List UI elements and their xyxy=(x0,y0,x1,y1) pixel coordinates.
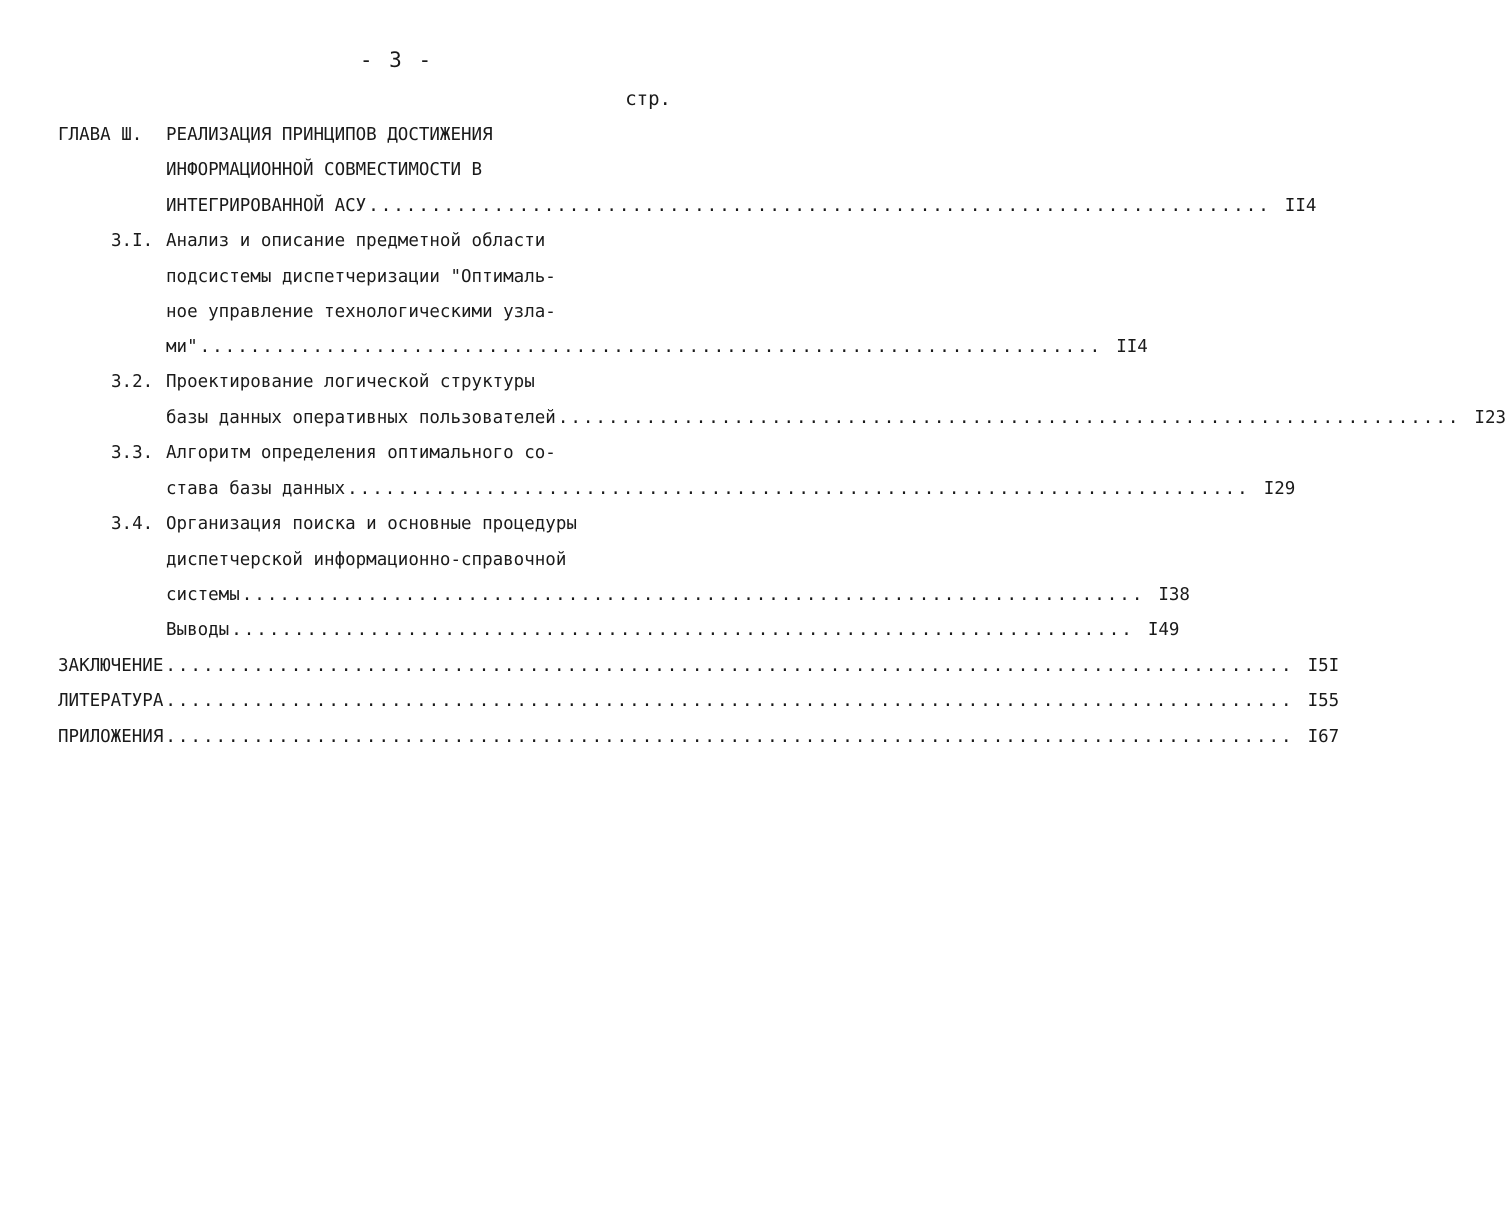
section-line: става базы данных xyxy=(166,479,346,499)
toc-entry-conclusion[interactable] xyxy=(58,651,1340,681)
toc-entry-appendices[interactable] xyxy=(58,722,1340,752)
section-line: Алгоритм определения оптимального со- xyxy=(166,443,556,463)
page-column-label: стр. xyxy=(625,88,671,110)
chapter-label: ГЛАВА Ш. xyxy=(58,125,143,145)
section-page: I49 xyxy=(1147,620,1180,640)
section-line: базы данных оперативных пользователей xyxy=(166,408,556,428)
section-line: Анализ и описание предметной области xyxy=(166,231,546,251)
dot-leader: ........................................................................ xyxy=(557,408,1461,428)
section-line: Проектирование логической структуры xyxy=(166,372,535,392)
section-line: Выводы xyxy=(166,620,230,640)
section-number: 3.I. xyxy=(111,231,154,251)
dot-leader: ........................................................................ xyxy=(241,585,1145,605)
toc-entry-conclusions[interactable] xyxy=(166,615,1180,645)
section-page: II4 xyxy=(1116,337,1148,357)
section-line: подсистемы диспетчеризации "Оптималь- xyxy=(166,267,556,287)
section-page: I38 xyxy=(1158,585,1190,605)
dot-leader: .......................................................................................... xyxy=(165,727,1294,747)
chapter-title-line-1: РЕАЛИЗАЦИЯ ПРИНЦИПОВ ДОСТИЖЕНИЯ xyxy=(166,125,493,145)
page-number: - 3 - xyxy=(359,48,434,72)
chapter-title-line-3: ИНТЕГРИРОВАННОЙ АСУ xyxy=(166,196,367,216)
section-page: I23 xyxy=(1474,408,1507,428)
back-matter-page: I55 xyxy=(1307,691,1340,711)
chapter-title-row[interactable] xyxy=(166,191,1317,221)
back-matter-title: ПРИЛОЖЕНИЯ xyxy=(58,727,164,747)
toc-entry-3-2[interactable] xyxy=(166,403,1507,433)
section-line: Организация поиска и основные процедуры xyxy=(166,514,577,534)
toc-entry-3-1[interactable] xyxy=(166,332,1148,362)
section-number: 3.3. xyxy=(111,443,154,463)
section-line: диспетчерской информационно-справочной xyxy=(166,550,567,570)
toc-entry-3-3[interactable] xyxy=(166,474,1296,504)
dot-leader: ........................................................................ xyxy=(347,479,1250,499)
back-matter-page: I5I xyxy=(1307,656,1340,676)
chapter-page: II4 xyxy=(1284,196,1317,216)
section-line: ми" xyxy=(166,337,198,357)
dot-leader: .......................................................................................... xyxy=(165,656,1294,676)
dot-leader: ........................................................................ xyxy=(368,196,1271,216)
toc-entry-literature[interactable] xyxy=(58,686,1340,716)
back-matter-page: I67 xyxy=(1307,727,1340,747)
dot-leader: ........................................................................ xyxy=(199,337,1103,357)
section-number: 3.4. xyxy=(111,514,154,534)
section-page: I29 xyxy=(1263,479,1296,499)
back-matter-title: ЛИТЕРАТУРА xyxy=(58,691,164,711)
section-line: системы xyxy=(166,585,240,605)
section-line: ное управление технологическими узла- xyxy=(166,302,556,322)
chapter-title-line-2: ИНФОРМАЦИОННОЙ СОВМЕСТИМОСТИ В xyxy=(166,160,483,180)
back-matter-title: ЗАКЛЮЧЕНИЕ xyxy=(58,656,164,676)
section-number: 3.2. xyxy=(111,372,154,392)
toc-entry-3-4[interactable] xyxy=(166,580,1190,610)
dot-leader: .......................................................................................... xyxy=(165,691,1294,711)
dot-leader: ........................................................................ xyxy=(231,620,1134,640)
